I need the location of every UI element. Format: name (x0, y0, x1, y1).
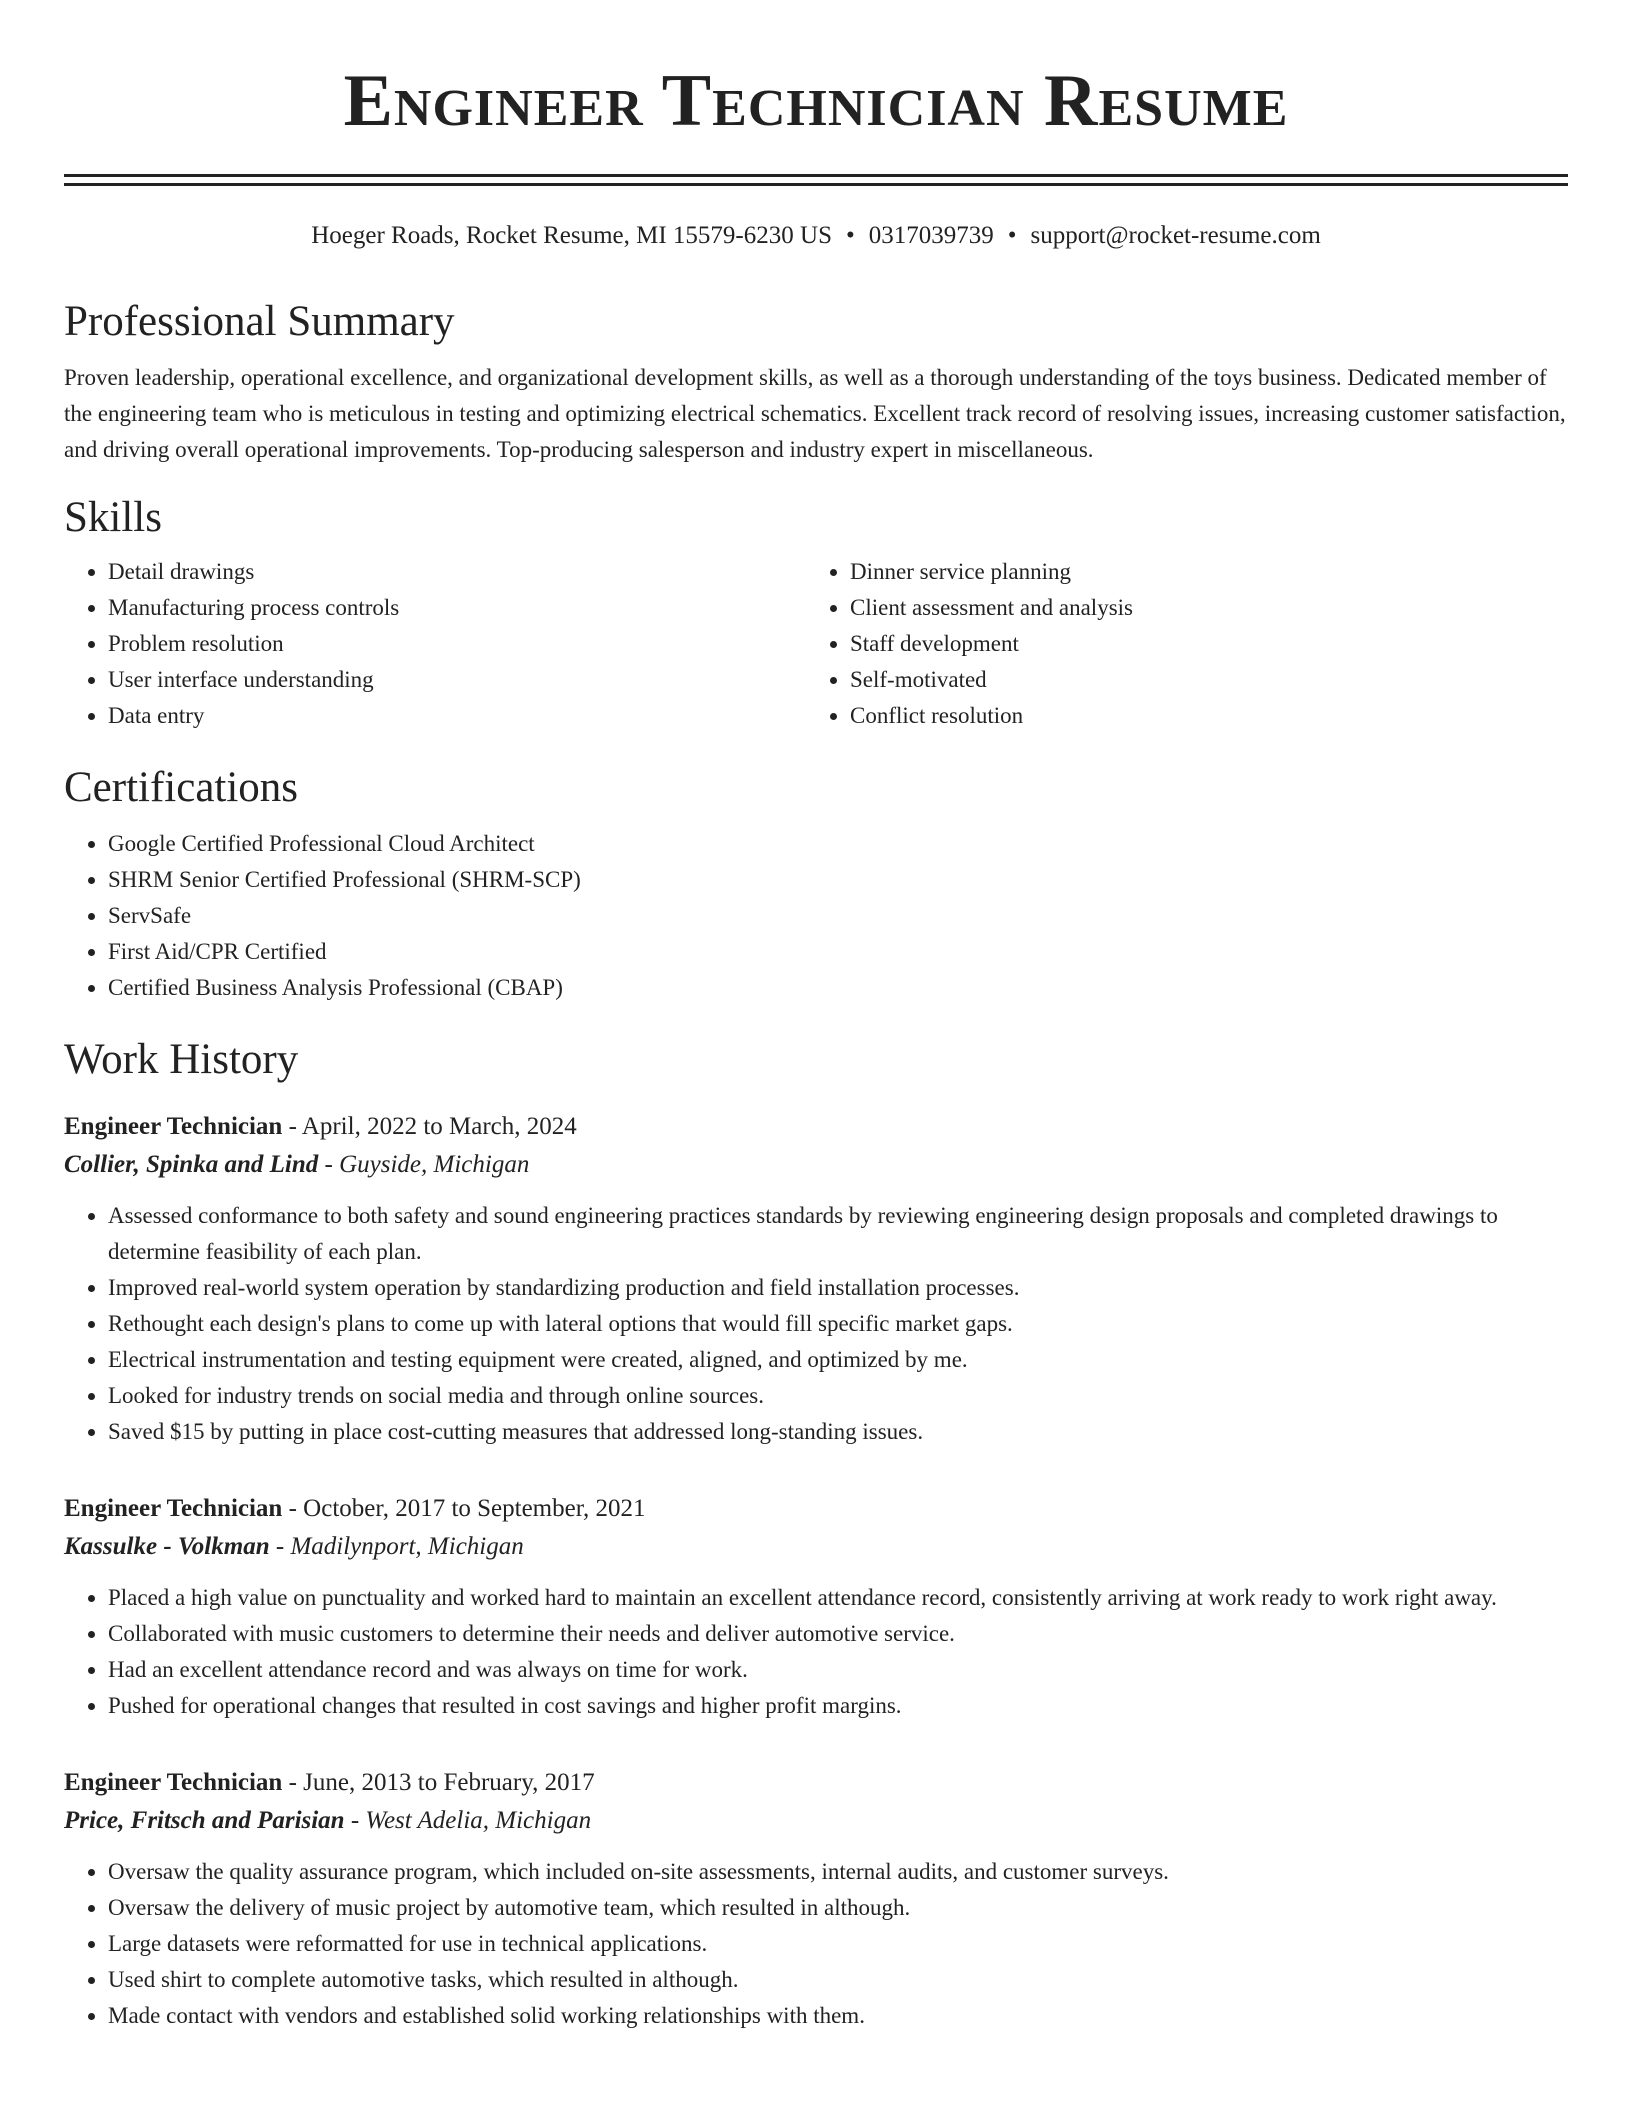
job-company: Kassulke - Volkman (64, 1533, 270, 1560)
skill-item: • Staff development (850, 626, 1548, 662)
job-company-line: Collier, Spinka and Lind - Guyside, Michigan (64, 1151, 530, 1178)
title-divider-bottom (64, 183, 1568, 186)
job-bullet: • Collaborated with music customers to determine their needs and deliver automotive service. (108, 1616, 1568, 1652)
contact-separator: • (845, 222, 855, 249)
certification-item: • SHRM Senior Certified Professional (SHRM-SCP) (108, 862, 1568, 898)
job-bullet: • Saved $15 by putting in place cost-cutting measures that addressed long-standing issues. (108, 1414, 1568, 1450)
title-divider-top (64, 174, 1568, 177)
job-bullet: • Electrical instrumentation and testing equipment were created, aligned, and optimized by me. (108, 1342, 1568, 1378)
resume-title: Engineer Technician Resume (343, 60, 1289, 142)
job-header: Engineer Technician - June, 2013 to February, 2017 (64, 1769, 595, 1796)
job-entry (64, 1490, 1568, 1724)
certifications-list (64, 826, 1568, 1006)
job-bullet: • Oversaw the quality assurance program, which included on-site assessments, internal audits, and customer surveys. (108, 1854, 1568, 1890)
job-dates: June, 2013 to February, 2017 (303, 1769, 595, 1796)
job-bullet: • Had an excellent attendance record and was always on time for work. (108, 1652, 1568, 1688)
skills-list-right (806, 554, 1548, 734)
job-bullets (64, 1854, 1568, 2034)
job-header: Engineer Technician - October, 2017 to September, 2021 (64, 1495, 646, 1522)
skills-heading: Skills (64, 494, 162, 541)
certification-item: • Google Certified Professional Cloud Architect (108, 826, 1568, 862)
job-bullet: • Placed a high value on punctuality and worked hard to maintain an excellent attendance record, consistently arriving at work ready to work right away. (108, 1580, 1568, 1616)
job-location: Guyside, Michigan (339, 1151, 530, 1178)
job-entry (64, 1764, 1568, 2034)
job-entry (64, 1108, 1568, 1450)
job-bullet: • Oversaw the delivery of music project by automotive team, which resulted in although. (108, 1890, 1568, 1926)
job-header: Engineer Technician - April, 2022 to March, 2024 (64, 1113, 577, 1140)
certification-item: • Certified Business Analysis Professional (CBAP) (108, 970, 1568, 1006)
job-company: Collier, Spinka and Lind (64, 1151, 319, 1178)
job-bullet: • Improved real-world system operation by standardizing production and field installation processes. (108, 1270, 1568, 1306)
skills-column-left (64, 554, 806, 734)
skill-item: • Client assessment and analysis (850, 590, 1548, 626)
skill-item: • User interface understanding (108, 662, 806, 698)
contact-email[interactable]: support@rocket-resume.com (1030, 222, 1321, 249)
job-location: West Adelia, Michigan (365, 1807, 592, 1834)
certification-item: • First Aid/CPR Certified (108, 934, 1568, 970)
job-bullets (64, 1198, 1568, 1450)
skill-item: • Conflict resolution (850, 698, 1548, 734)
summary-text: Proven leadership, operational excellence, and organizational development skills, as well as a thorough understanding of the toys business. Dedicated member of the engineering team who is meticulous in testing and optimizing electrical schematics. Excellent track record of resolving issues, increasing customer satisfaction, and driving overall operational improvements. Top-producing salesperson and industry expert in miscellaneous. (64, 365, 1566, 462)
job-bullet: • Looked for industry trends on social media and through online sources. (108, 1378, 1568, 1414)
work-history-heading: Work History (64, 1036, 299, 1083)
job-bullet: • Assessed conformance to both safety and sound engineering practices standards by reviewing engineering design proposals and completed drawings to determine feasibility of each plan. (108, 1198, 1568, 1270)
job-dates: October, 2017 to September, 2021 (303, 1495, 646, 1522)
skills-column-right (806, 554, 1548, 734)
skill-item: • Self-motivated (850, 662, 1548, 698)
skill-item: • Dinner service planning (850, 554, 1548, 590)
skill-item: • Detail drawings (108, 554, 806, 590)
skill-item: • Problem resolution (108, 626, 806, 662)
job-bullet: • Rethought each design's plans to come up with lateral options that would fill specific market gaps. (108, 1306, 1568, 1342)
certification-item: • ServSafe (108, 898, 1568, 934)
job-title: Engineer Technician (64, 1769, 283, 1796)
contact-address: Hoeger Roads, Rocket Resume, MI 15579-6230 US (311, 222, 832, 249)
summary-heading: Professional Summary (64, 298, 455, 345)
job-location: Madilynport, Michigan (290, 1533, 524, 1560)
skills-list-left (64, 554, 806, 734)
job-title: Engineer Technician (64, 1495, 283, 1522)
contact-phone: 0317039739 (868, 222, 994, 249)
job-bullet: • Pushed for operational changes that resulted in cost savings and higher profit margins. (108, 1688, 1568, 1724)
skill-item: • Data entry (108, 698, 806, 734)
contact-line (64, 220, 1568, 252)
job-dates: April, 2022 to March, 2024 (301, 1113, 577, 1140)
skills-columns (64, 554, 1568, 734)
skill-item: • Manufacturing process controls (108, 590, 806, 626)
job-bullet: • Large datasets were reformatted for use in technical applications. (108, 1926, 1568, 1962)
job-bullet: • Used shirt to complete automotive tasks, which resulted in although. (108, 1962, 1568, 1998)
job-title: Engineer Technician (64, 1113, 283, 1140)
job-company: Price, Fritsch and Parisian (64, 1807, 345, 1834)
certifications-heading: Certifications (64, 764, 299, 811)
contact-separator: • (1007, 222, 1017, 249)
job-bullet: • Made contact with vendors and established solid working relationships with them. (108, 1998, 1568, 2034)
job-company-line: Price, Fritsch and Parisian - West Adelia, Michigan (64, 1807, 592, 1834)
job-bullets (64, 1580, 1568, 1724)
job-company-line: Kassulke - Volkman - Madilynport, Michigan (64, 1533, 524, 1560)
